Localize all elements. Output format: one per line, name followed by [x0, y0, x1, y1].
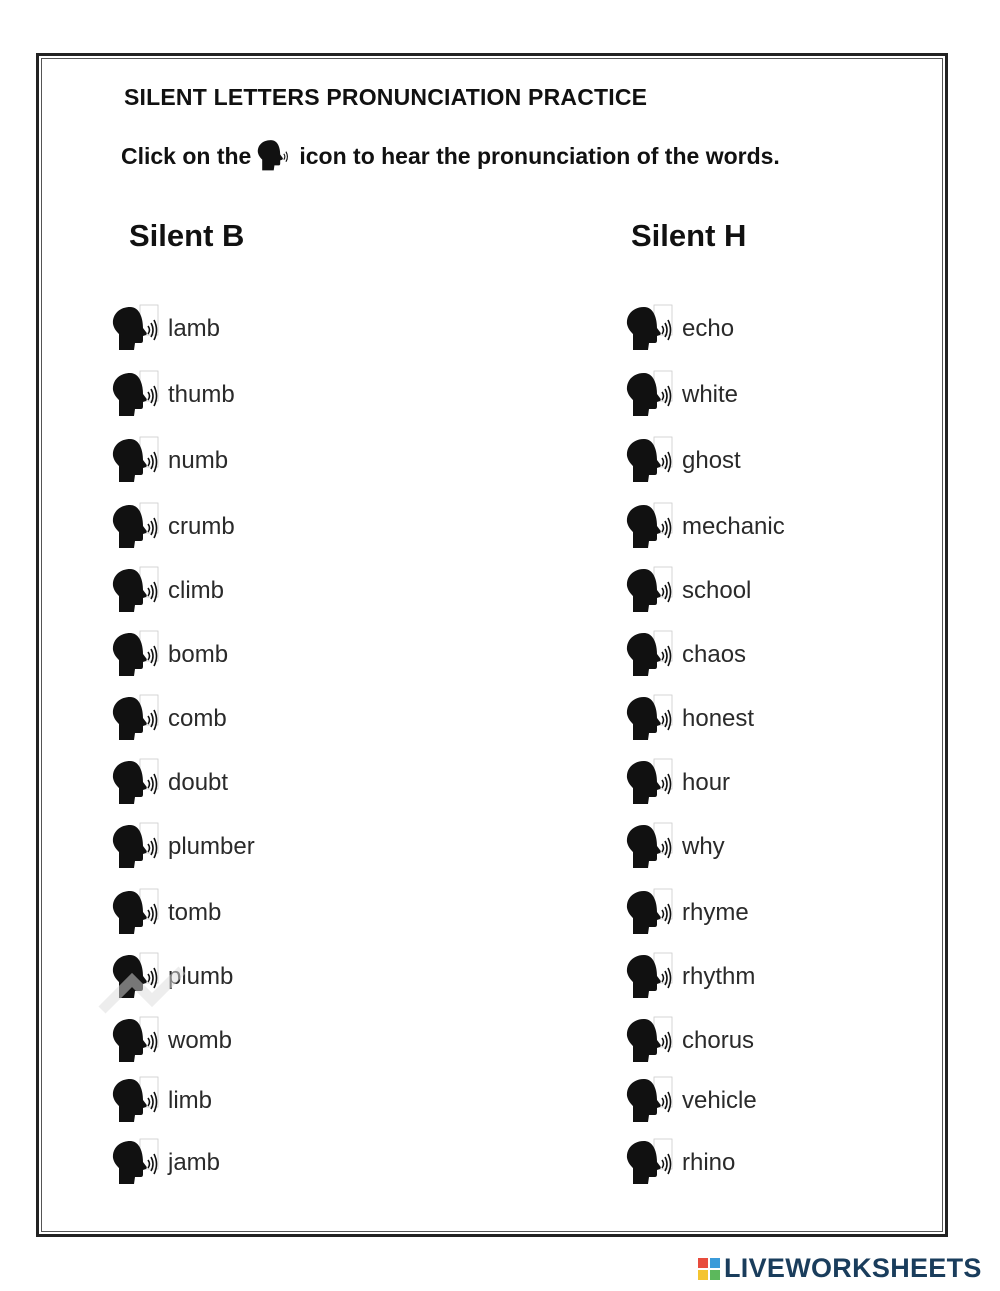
word-row [624, 304, 734, 354]
speaker-play-icon[interactable] [110, 304, 160, 354]
speaker-play-icon[interactable] [624, 1138, 674, 1188]
speaker-play-icon[interactable] [624, 822, 674, 872]
word-row [624, 1016, 754, 1066]
column-heading-silent-b: Silent B [129, 218, 245, 253]
speaker-play-icon[interactable] [110, 1138, 160, 1188]
word-label: tomb [168, 899, 222, 926]
word-label: womb [168, 1027, 233, 1054]
instruction-before: Click on the [121, 142, 252, 169]
watermark-icon [92, 960, 252, 1020]
word-row [110, 370, 235, 420]
logo-block [710, 1270, 720, 1280]
word-row [110, 436, 228, 486]
speaker-play-icon[interactable] [110, 1016, 160, 1066]
word-label: crumb [168, 513, 235, 540]
speaker-play-icon[interactable] [110, 502, 160, 552]
speaker-play-icon[interactable] [624, 502, 674, 552]
word-row [624, 436, 741, 486]
word-label: mechanic [682, 513, 785, 540]
speaker-play-icon[interactable] [624, 304, 674, 354]
speaker-play-icon[interactable] [624, 630, 674, 680]
speaker-play-icon[interactable] [624, 694, 674, 744]
speaker-play-icon[interactable] [624, 952, 674, 1002]
logo-block [710, 1258, 720, 1268]
word-row [624, 630, 746, 680]
word-row [110, 888, 221, 938]
speaker-play-icon[interactable] [110, 694, 160, 744]
speaker-play-icon[interactable] [110, 370, 160, 420]
word-row [110, 630, 228, 680]
speaker-play-icon[interactable] [110, 822, 160, 872]
speaker-play-icon[interactable] [110, 566, 160, 616]
speaker-play-icon[interactable] [624, 1016, 674, 1066]
word-row [110, 566, 224, 616]
word-row [624, 1076, 757, 1126]
word-label: school [682, 577, 752, 604]
word-label: ghost [682, 447, 741, 474]
speaker-play-icon[interactable] [624, 436, 674, 486]
column-heading-silent-h: Silent H [631, 218, 747, 253]
brand-name: LIVEWORKSHEETS [724, 1253, 982, 1283]
word-label: doubt [168, 769, 229, 796]
word-label: chaos [682, 641, 747, 668]
speaker-play-icon[interactable] [110, 758, 160, 808]
word-label: white [682, 381, 739, 408]
word-row [624, 822, 725, 872]
word-row [110, 822, 255, 872]
word-row [110, 1016, 232, 1066]
word-row [624, 758, 730, 808]
word-row [624, 370, 738, 420]
speaker-play-icon[interactable] [110, 1076, 160, 1126]
word-label: why [682, 833, 725, 860]
word-label: plumb [168, 963, 234, 990]
word-row [110, 502, 235, 552]
word-row [110, 758, 228, 808]
word-label: jamb [168, 1149, 221, 1176]
word-row [110, 304, 220, 354]
word-label: plumber [168, 833, 255, 860]
logo-blocks-icon [698, 1258, 720, 1280]
speaker-play-icon[interactable] [624, 1076, 674, 1126]
instruction-text [121, 138, 780, 174]
word-label: bomb [168, 641, 229, 668]
word-label: vehicle [682, 1087, 757, 1114]
speaker-play-icon[interactable] [110, 888, 160, 938]
word-label: numb [168, 447, 229, 474]
speaker-play-icon[interactable] [624, 370, 674, 420]
speaker-play-icon[interactable] [624, 888, 674, 938]
footer-logo [698, 1253, 982, 1284]
word-row [624, 952, 755, 1002]
instruction-after: icon to hear the pronunciation of the words. [299, 142, 780, 169]
word-row [624, 888, 749, 938]
word-row [624, 566, 751, 616]
word-row [110, 1076, 212, 1126]
speaker-play-icon[interactable] [110, 436, 160, 486]
word-label: chorus [682, 1027, 755, 1054]
word-label: thumb [168, 381, 235, 408]
word-label: rhyme [682, 899, 749, 926]
speaker-play-icon[interactable] [624, 758, 674, 808]
word-label: rhythm [682, 963, 756, 990]
word-label: rhino [682, 1149, 736, 1176]
word-label: lamb [168, 315, 221, 342]
word-label: climb [168, 577, 225, 604]
logo-block [698, 1258, 708, 1268]
speaker-play-icon[interactable] [624, 566, 674, 616]
word-row [110, 694, 227, 744]
word-row [624, 694, 754, 744]
speaker-play-icon[interactable] [110, 630, 160, 680]
word-row [110, 1138, 220, 1188]
word-label: hour [682, 769, 731, 796]
word-label: comb [168, 705, 227, 732]
word-label: echo [682, 315, 735, 342]
word-row [624, 502, 785, 552]
logo-block [698, 1270, 708, 1280]
worksheet-title: SILENT LETTERS PRONUNCIATION PRACTICE [124, 84, 648, 110]
word-row [624, 1138, 735, 1188]
speaking-head-icon [253, 138, 293, 174]
word-label: honest [682, 705, 755, 732]
word-label: limb [168, 1087, 213, 1114]
